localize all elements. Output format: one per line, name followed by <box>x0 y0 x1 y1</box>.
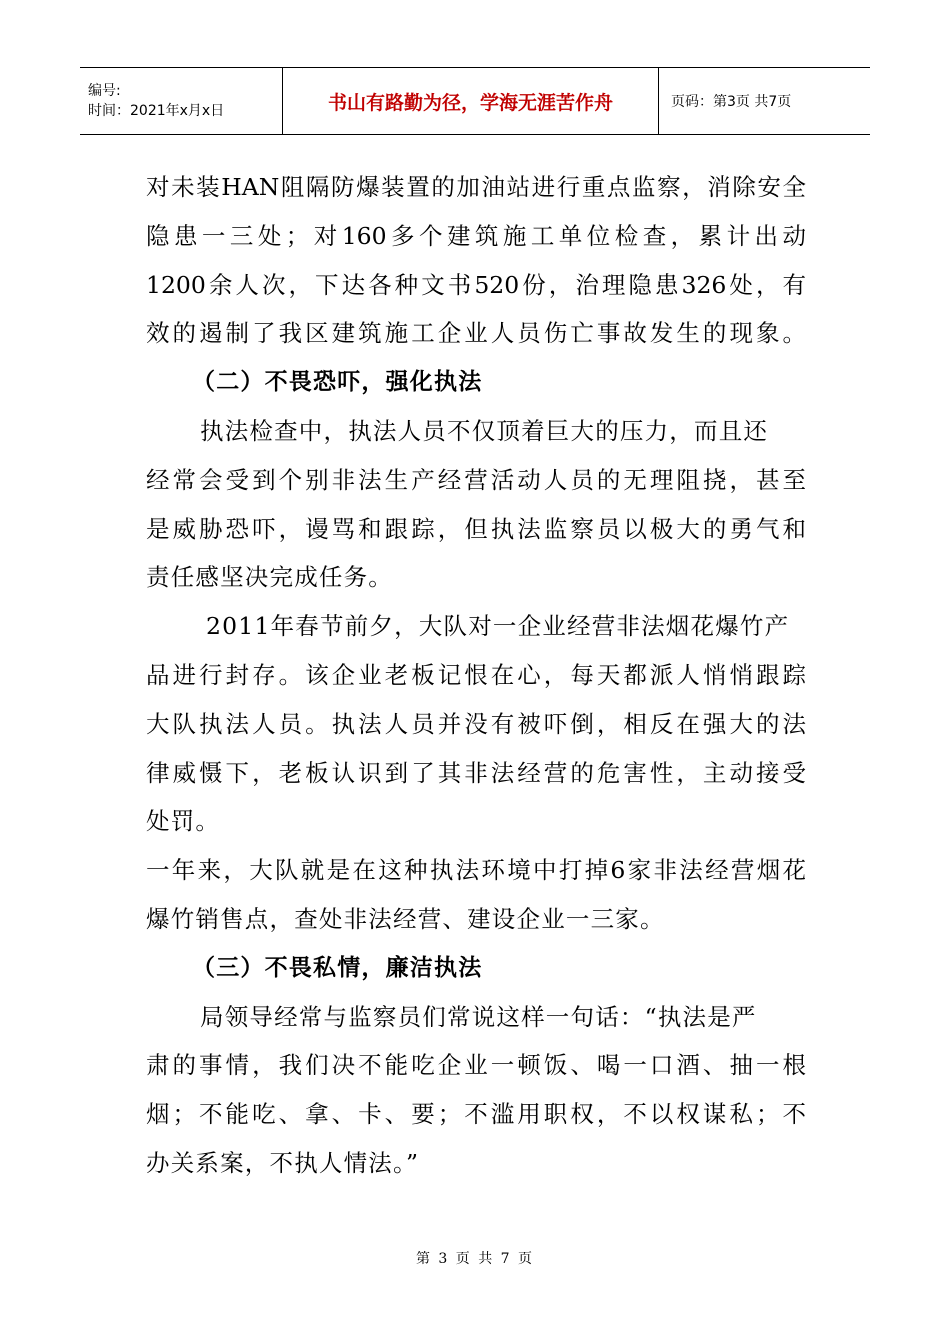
document-header <box>80 67 870 135</box>
body-line: 责任感坚决完成任务。 <box>146 563 393 592</box>
body-line: 爆竹销售点，查处非法经营、建设企业一三家。 <box>146 904 665 933</box>
body-line: 效的遏制了我区建筑施工企业人员伤亡事故发生的现象。 <box>146 319 806 348</box>
body-line: 肃的事情，我们决不能吃企业一顿饭、喝一口酒、抽一根 <box>146 1051 806 1080</box>
section-heading-2: （二）不畏恐吓，强化执法 <box>192 369 483 396</box>
body-line: 处罚。 <box>146 807 221 836</box>
header-page-cell <box>659 68 870 134</box>
body-line: 大队执法人员。执法人员并没有被吓倒，相反在强大的法 <box>146 709 806 738</box>
body-line: 执法检查中，执法人员不仅顶着巨大的压力，而且还 <box>200 416 769 445</box>
body-line: 律威慑下，老板认识到了其非法经营的危害性，主动接受 <box>146 758 806 787</box>
header-page-code: 页码：第3页 共7页 <box>671 94 792 110</box>
body-line: 隐患一三处；对160多个建筑施工单位检查，累计出动 <box>146 221 806 250</box>
page-footer: 第 3 页 共 7 页 <box>415 1251 535 1267</box>
section-heading-3: （三）不畏私情，廉洁执法 <box>192 954 483 981</box>
body-line: 是威胁恐吓，谩骂和跟踪，但执法监察员以极大的勇气和 <box>146 514 806 543</box>
header-motto: 书山有路勤为径，学海无涯苦作舟 <box>327 91 613 114</box>
document-number-label: 编号: <box>88 83 121 99</box>
body-line: 品进行封存。该企业老板记恨在心，每天都派人悄悄跟踪 <box>146 660 806 689</box>
body-line: 烟；不能吃、拿、卡、要；不滥用职权，不以权谋私；不 <box>146 1100 806 1129</box>
body-line: 经常会受到个别非法生产经营活动人员的无理阻挠，甚至 <box>146 465 806 494</box>
document-time-label: 时间：2021年x月x日 <box>88 103 225 119</box>
body-line: 办关系案，不执人情法。” <box>146 1148 420 1177</box>
body-line: 局领导经常与监察员们常说这样一句话：“执法是严 <box>200 1002 757 1031</box>
body-line: 一年来，大队就是在这种执法环境中打掉6家非法经营烟花 <box>146 856 806 885</box>
header-meta <box>80 68 283 134</box>
body-line: 2011年春节前夕，大队对一企业经营非法烟花爆竹产 <box>206 612 790 641</box>
header-motto-cell <box>283 68 659 134</box>
document-body <box>146 163 806 1188</box>
body-line: 对未装HAN阻隔防爆装置的加油站进行重点监察，消除安全 <box>146 173 806 201</box>
body-line: 1200余人次，下达各种文书520份，治理隐患326处，有 <box>146 270 806 299</box>
